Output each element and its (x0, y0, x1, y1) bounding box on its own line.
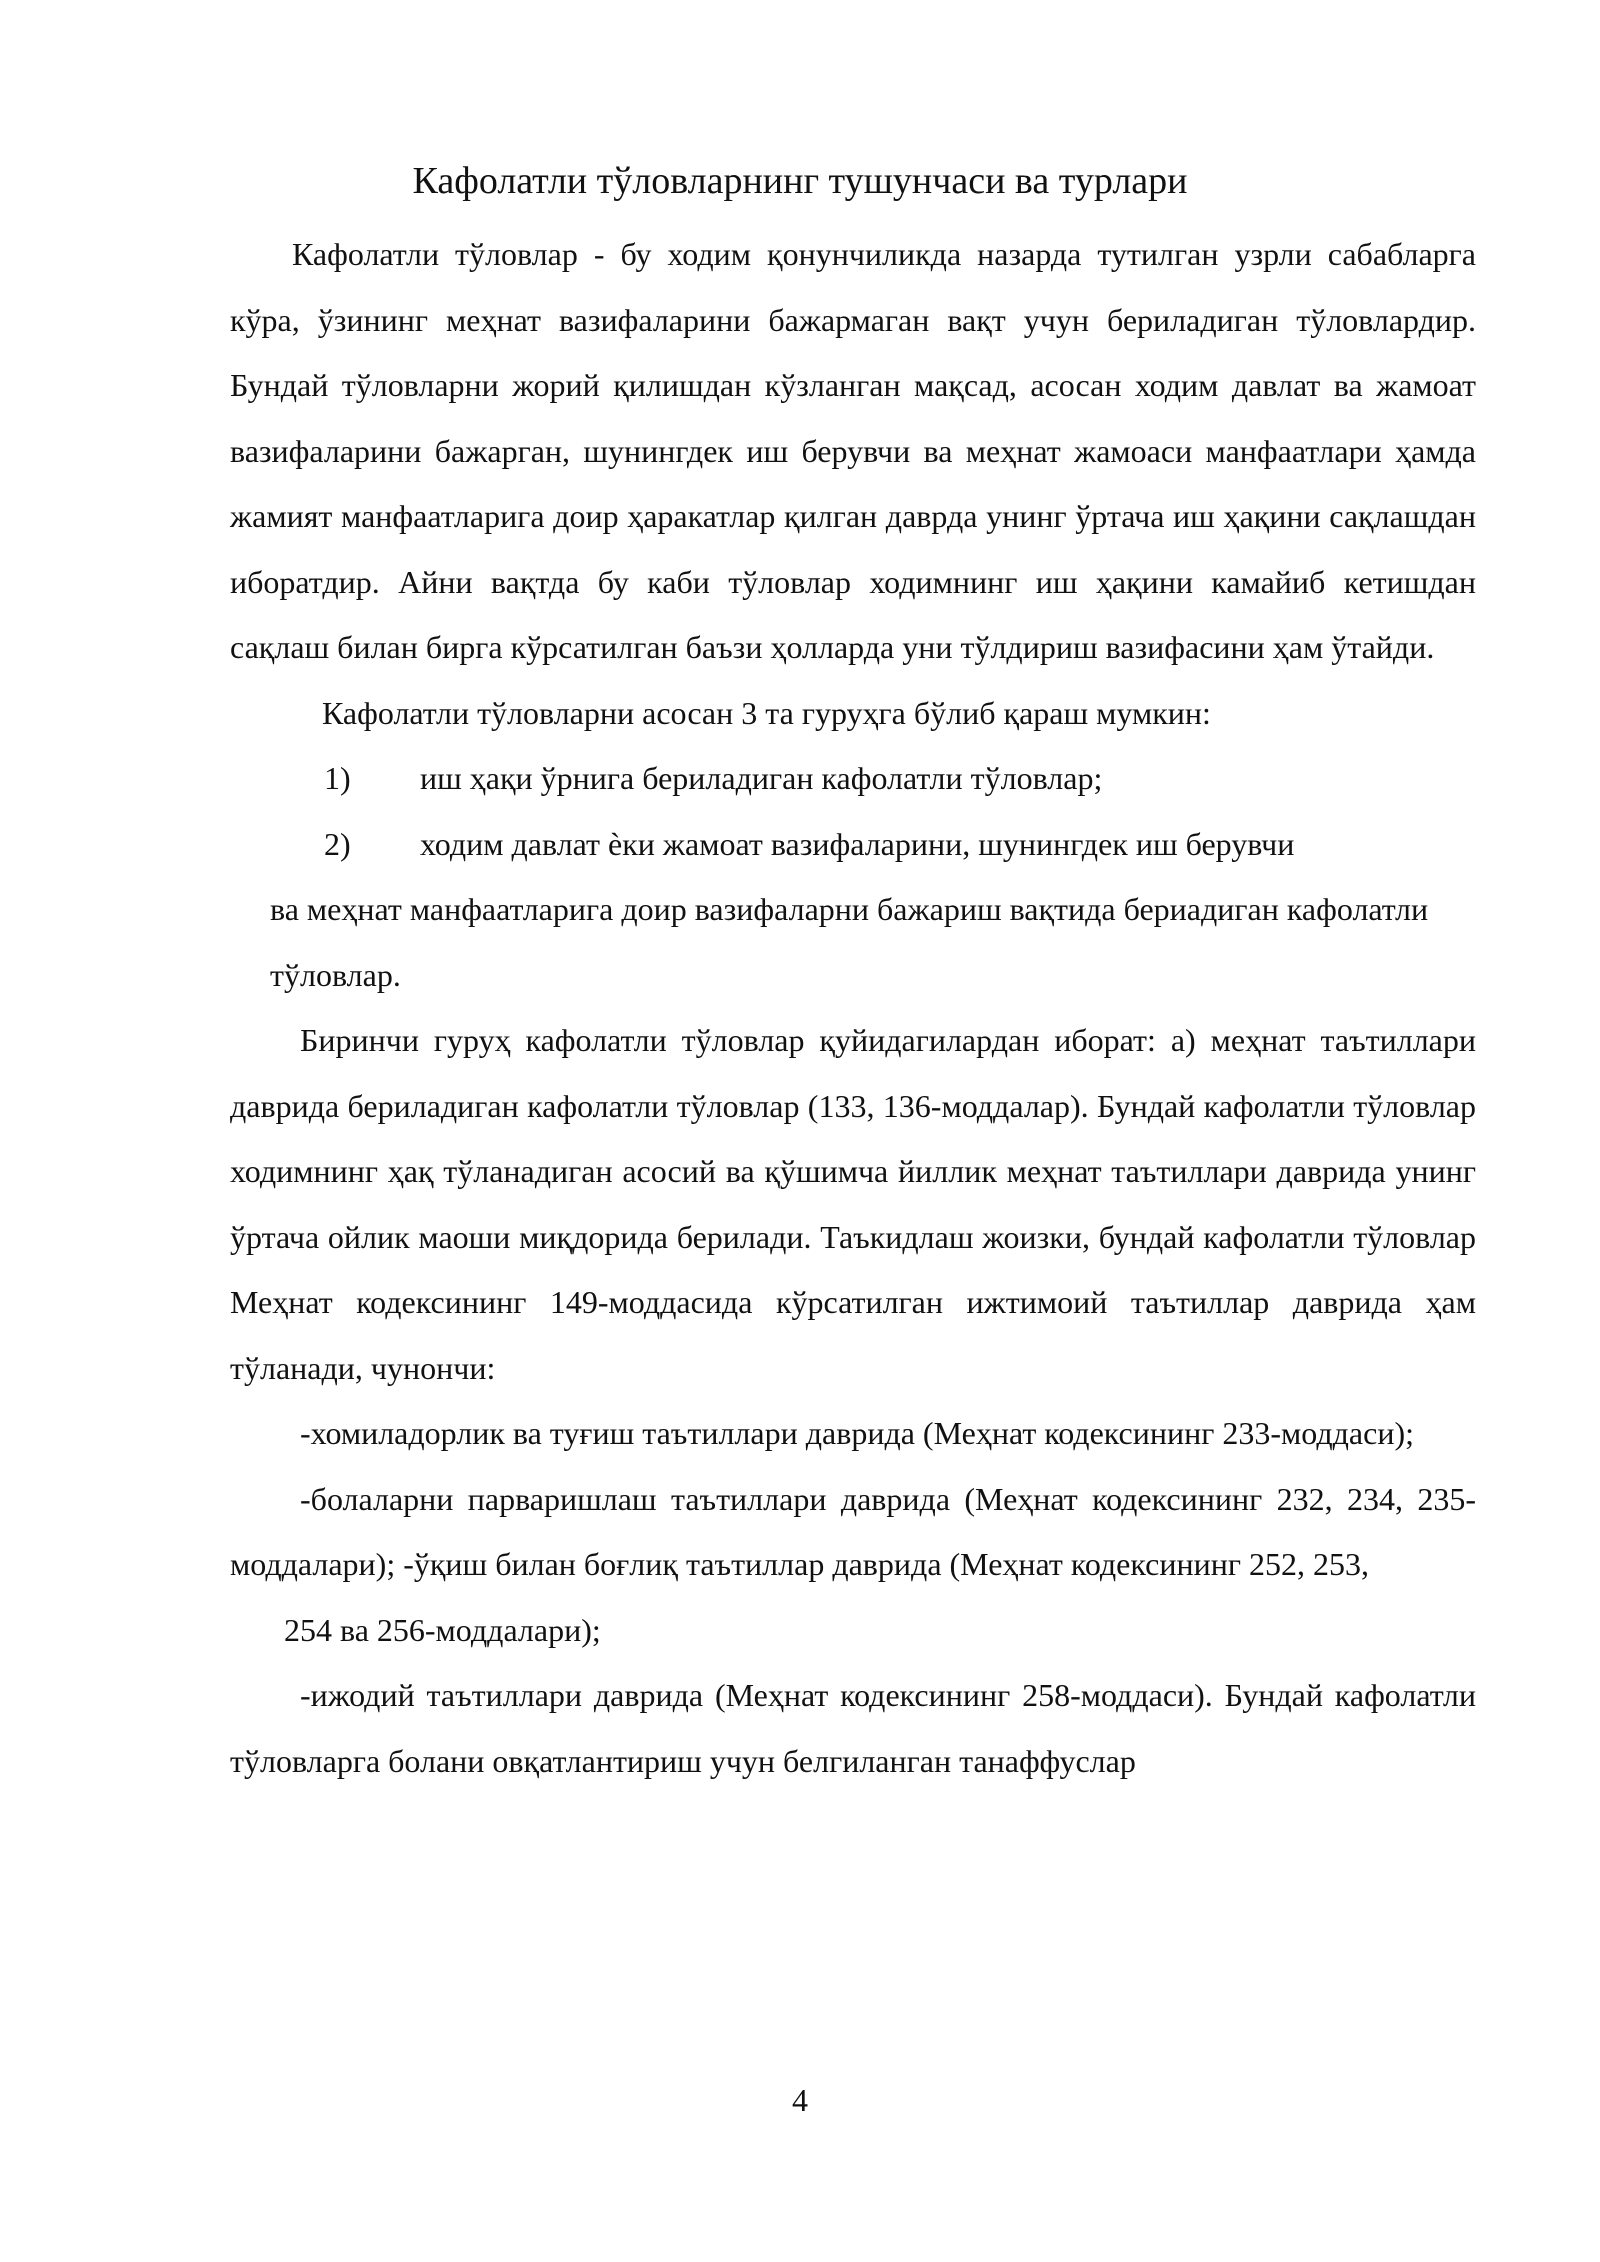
body-text (230, 222, 1476, 1794)
list-text-2: ходим давлат ѐки жамоат вазифаларини, шунингдек иш берувчи (420, 825, 1295, 862)
list-text-2-continued: ва меҳнат манфаатларига доир вазифаларни бажариш вақтида бериадиган кафолатли тўловлар. (270, 891, 1429, 993)
list-item-1 (230, 746, 1476, 812)
paragraph-groups-intro: Кафолатли тўловларни асосан 3 та гуруҳга бўлиб қараш мумкин: (322, 694, 1211, 731)
paragraph-articles: 254 ва 256-моддалари); (284, 1611, 601, 1648)
list-item-2 (230, 812, 1476, 878)
page-number: 4 (792, 2082, 808, 2118)
paragraph-maternity-leave: -хомиладорлик ва туғиш таътиллари даврида (Меҳнат кодексининг 233-моддаси); (300, 1415, 1414, 1451)
page-title: Кафолатли тўловларнинг тушунчаси ва турлари (412, 160, 1188, 202)
list-text-1: иш ҳақи ўрнига бериладиган кафолатли тўловлар; (420, 760, 1103, 796)
paragraph-definition: Кафолатли тўловлар - бу ходим қонунчиликда назарда тутилган узрли сабабларга кўра, ўзининг меҳнат вазифаларини бажармаган вақт учун бериладиган тўловлардир. Бундай тўловларни жорий қилишдан кўзланган мақсад, асосан ходим давлат ва жамоат вазифаларини бажарган, шунингдек иш берувчи ва меҳнат жамоаси манфаатлари ҳамда жамият манфаатларига доир ҳаракатлар қилган даврда унинг ўртача иш ҳақини сақлашдан иборатдир. Айни вақтда бу каби тўловлар ходимнинг иш ҳақини камайиб кетишдан сақлаш билан бирга кўрсатилган баъзи ҳолларда уни тўлдириш вазифасини ҳам ўтайди. (230, 236, 1476, 665)
paragraph-childcare-leave: -болаларни парваришлаш таътиллари даврида (Меҳнат кодексининг 232, 234, 235-моддалари); -ўқиш билан боғлиқ таътиллар даврида (Меҳнат кодексининг 252, 253, (230, 1480, 1476, 1582)
paragraph-first-group: Биринчи гуруҳ кафолатли тўловлар қуйидагилардан иборат: а) меҳнат таътиллари даврида бериладиган кафолатли тўловлар (133, 136-моддалар). Бундай кафолатли тўловлар ходимнинг ҳақ тўланадиган асосий ва қўшимча йиллик меҳнат таътиллари даврида унинг ўртача ойлик маоши миқдорида берилади. Таъкидлаш жоизки, бундай кафолатли тўловлар Меҳнат кодексининг 149-моддасида кўрсатилган ижтимоий таътиллар даврида ҳам тўланади, чунончи: (230, 1022, 1476, 1386)
list-number-2: 2) (324, 825, 351, 862)
list-number-1: 1) (324, 760, 351, 796)
paragraph-creative-leave: -ижодий таътиллари даврида (Меҳнат кодексининг 258-моддаси). Бундай кафолатли тўловларга болани овқатлантириш учун белгиланган танаффуслар (230, 1677, 1476, 1779)
